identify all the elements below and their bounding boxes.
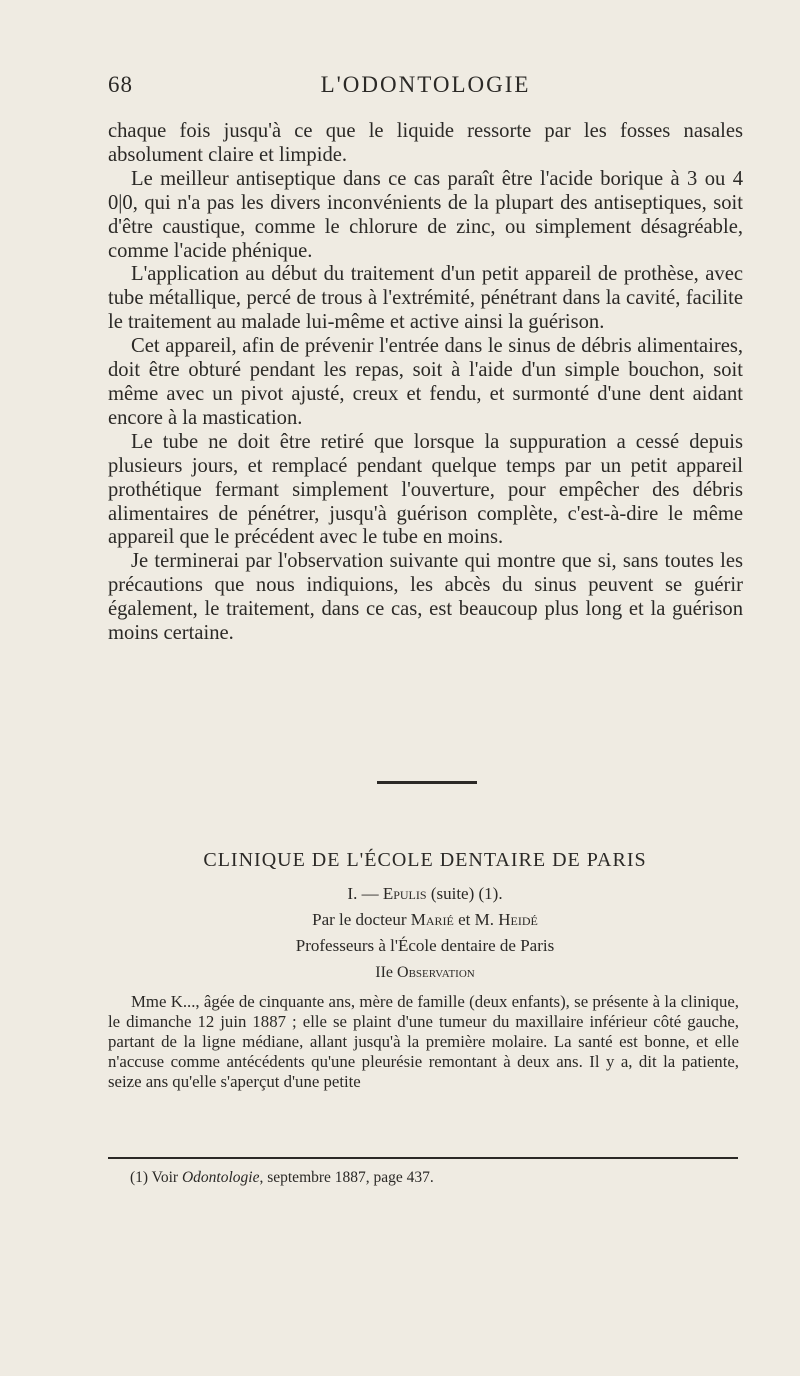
footnote-rule	[108, 1157, 738, 1159]
author-name: Marié	[410, 910, 454, 929]
article-name: Epulis	[382, 884, 427, 903]
article-subtitle: I. — Epulis (suite) (1).	[347, 884, 503, 903]
footnote-marker: (1)	[130, 1169, 149, 1186]
paragraph: chaque fois jusqu'à ce que le liquide ressorte par les fosses nasales absolument claire et limpide.	[108, 120, 743, 166]
observation-text	[108, 992, 739, 1092]
author-affiliation: Professeurs à l'École dentaire de Paris	[295, 936, 555, 955]
section-divider	[377, 781, 477, 784]
running-header	[108, 72, 743, 106]
article-authors: Par le docteur Marié et M. Heidé	[312, 910, 538, 929]
page-number: 68	[108, 72, 133, 97]
paragraph: Mme K..., âgée de cinquante ans, mère de famille (deux enfants), se présente à la clinique, le dimanche 12 juin 1887 ; elle se plaint d'une tumeur du maxillaire inférieur côté gauche, partant de la ligne médiane, allant jusqu'à la première molaire. La santé est bonne, et elle n'accuse comme antécédents qu'une pleurésie remontant à deux ans. Il y a, dit la patiente, seize ans qu'elle s'aperçut d'une petite	[108, 992, 739, 1092]
body-text	[108, 120, 743, 646]
section-title: CLINIQUE DE L'ÉCOLE DENTAIRE DE PARIS	[203, 849, 647, 871]
journal-name: Odontologie	[181, 1169, 260, 1186]
running-title: L'ODONTOLOGIE	[320, 72, 531, 97]
paragraph: Le meilleur antiseptique dans ce cas paraît être l'acide borique à 3 ou 4 0|0, qui n'a pas les divers inconvénients de la plupart des antiseptiques, soit d'être caustique, comme le chlorure de zinc, ou simplement désagréable, comme l'acide phénique.	[108, 167, 743, 262]
author-name: Heidé	[498, 910, 538, 929]
paragraph: Cet appareil, afin de prévenir l'entrée dans le sinus de débris alimentaires, doit être obturé pendant les repas, soit à l'aide d'un simple bouchon, soit même avec un pivot ajusté, creux et fendu, et surmonté d'une dent aidant encore à la mastication.	[108, 335, 743, 429]
paragraph: L'application au début du traitement d'un petit appareil de prothèse, avec tube métallique, percé de trous à l'extrémité, pénétrant dans la cavité, facilite le traitement au malade lui-même et active ainsi la guérison.	[108, 263, 743, 334]
paragraph: Le tube ne doit être retiré que lorsque la suppuration a cessé depuis plusieurs jours, et remplacé pendant quelque temps par un petit appareil prothétique fermant simplement l'ouverture, pour empêcher des débris alimentaires de pénétrer, jusqu'à guérison complète, c'est-à-dire le même appareil que le précédent avec le tube en moins.	[108, 430, 743, 549]
paragraph: Je terminerai par l'observation suivante qui montre que si, sans toutes les précautions que nous indiquions, les abcès du sinus peuvent se guérir également, le traitement, dans ce cas, est beaucoup plus long et la guérison moins certaine.	[108, 550, 743, 645]
observation-heading: IIe Observation	[375, 964, 475, 981]
footnote: (1) Voir Odontologie, septembre 1887, page 437.	[130, 1169, 434, 1186]
